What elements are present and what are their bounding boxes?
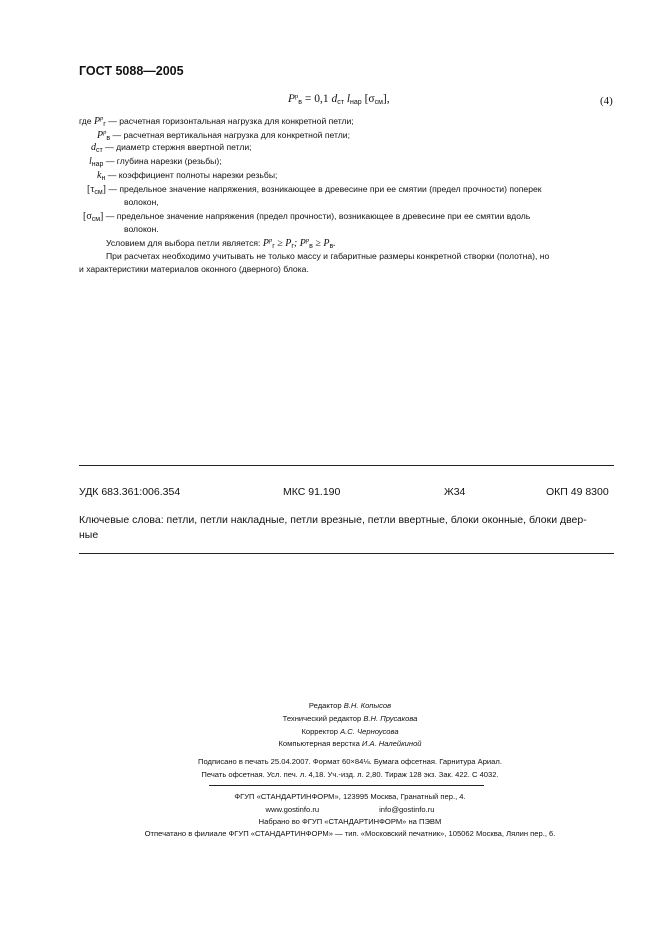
keywords-line: ные xyxy=(79,529,99,541)
definition-symbol: $d_{ст}$ xyxy=(91,142,103,154)
definition-row: $P^р_в$ — расчетная вертикальная нагрузка для конкретной петли; xyxy=(97,129,350,142)
definition-continuation: волокон. xyxy=(124,224,159,234)
definition-symbol: $k_н$ xyxy=(97,170,106,182)
definition-row: $[\sigma_{см}]$ — предельное значение напряжения (предел прочности), возникающее в древесине при ее смятии вдоль xyxy=(83,211,531,223)
divider xyxy=(209,785,484,786)
definition-symbol: $[\sigma_{см}]$ xyxy=(83,211,104,223)
mks-code: МКС 91.190 xyxy=(283,486,341,498)
definition-row: где $P^р_г$ — расчетная горизонтальная нагрузка для конкретной петли; xyxy=(79,115,354,128)
publisher-line: Отпечатано в филиале ФГУП «СТАНДАРТИНФОРМ» — тип. «Московский печатник», 105062 Москва, Лялин пер., 6. xyxy=(144,829,556,838)
definition-row: $l_{нар}$ — глубина нарезки (резьбы); xyxy=(89,156,222,168)
equation-number: (4) xyxy=(600,95,613,107)
editor-line: Редактор В.Н. Копысов xyxy=(308,701,392,710)
definition-symbol: $[\tau_{см}]$ xyxy=(87,184,107,196)
keywords-line: Ключевые слова: петли, петли накладные, петли врезные, петли ввертные, блоки оконные, блоки двер- xyxy=(79,514,587,526)
okp-code: ОКП 49 8300 xyxy=(546,486,609,498)
publisher-line: ФГУП «СТАНДАРТИНФОРМ», 123995 Москва, Гранатный пер., 4. xyxy=(234,792,466,801)
note-line: и характеристики материалов оконного (дверного) блока. xyxy=(79,264,309,274)
divider xyxy=(79,553,614,554)
definition-row: $d_{ст}$ — диаметр стержня ввертной петли; xyxy=(91,142,252,154)
website-link[interactable]: www.gostinfo.ru xyxy=(265,805,320,814)
definition-row: $[\tau_{см}]$ — предельное значение напряжения, возникающее в древесине при ее смятии (предел прочности) поперек xyxy=(87,184,542,196)
tech-editor-line: Технический редактор В.Н. Прусакова xyxy=(282,714,418,723)
publisher-line: Набрано во ФГУП «СТАНДАРТИНФОРМ» на ПЭВМ xyxy=(258,817,442,826)
corrector-line: Корректор А.С. Черноусова xyxy=(301,727,399,736)
zh-code: Ж34 xyxy=(444,486,466,498)
definition-row: $k_н$ — коэффициент полноты нарезки резьбы; xyxy=(97,170,278,182)
condition-formula: $P^р_г \ge P_г$; $P^р_в \ge P_в$. xyxy=(262,237,336,250)
condition-line: Условием для выбора петли является: $P^р_г \ge P_г$; $P^р_в \ge P_в$. xyxy=(106,237,336,250)
layout-line: Компьютерная верстка И.А. Налейкиной xyxy=(278,739,422,748)
divider xyxy=(79,465,614,466)
udk-code: УДК 683.361:006.354 xyxy=(79,486,181,498)
email-link[interactable]: info@gostinfo.ru xyxy=(379,805,435,814)
definition-symbol: $l_{нар}$ xyxy=(89,156,104,168)
definition-symbol: $P^р_г$ xyxy=(93,115,106,128)
note-line: При расчетах необходимо учитывать не только массу и габаритные размеры конкретной створки (полотна), но xyxy=(106,251,550,261)
document-header: ГОСТ 5088—2005 xyxy=(79,64,184,78)
formula: $P^р_в = 0,1$ $d_{ст}$ $l_{нар}$ $[\sigma_{см}]$, xyxy=(288,93,390,106)
print-info-line: Подписано в печать 25.04.2007. Формат 60×84⅛. Бумага офсетная. Гарнитура Ариал. xyxy=(198,757,502,766)
print-info-line: Печать офсетная. Усл. печ. л. 4,18. Уч.-изд. л. 2,80. Тираж 128 экз. Зак. 422. С 4032. xyxy=(201,770,499,779)
definition-continuation: волокон, xyxy=(124,197,159,207)
publisher-contacts xyxy=(100,805,600,814)
definition-symbol: $P^р_в$ xyxy=(97,129,111,142)
